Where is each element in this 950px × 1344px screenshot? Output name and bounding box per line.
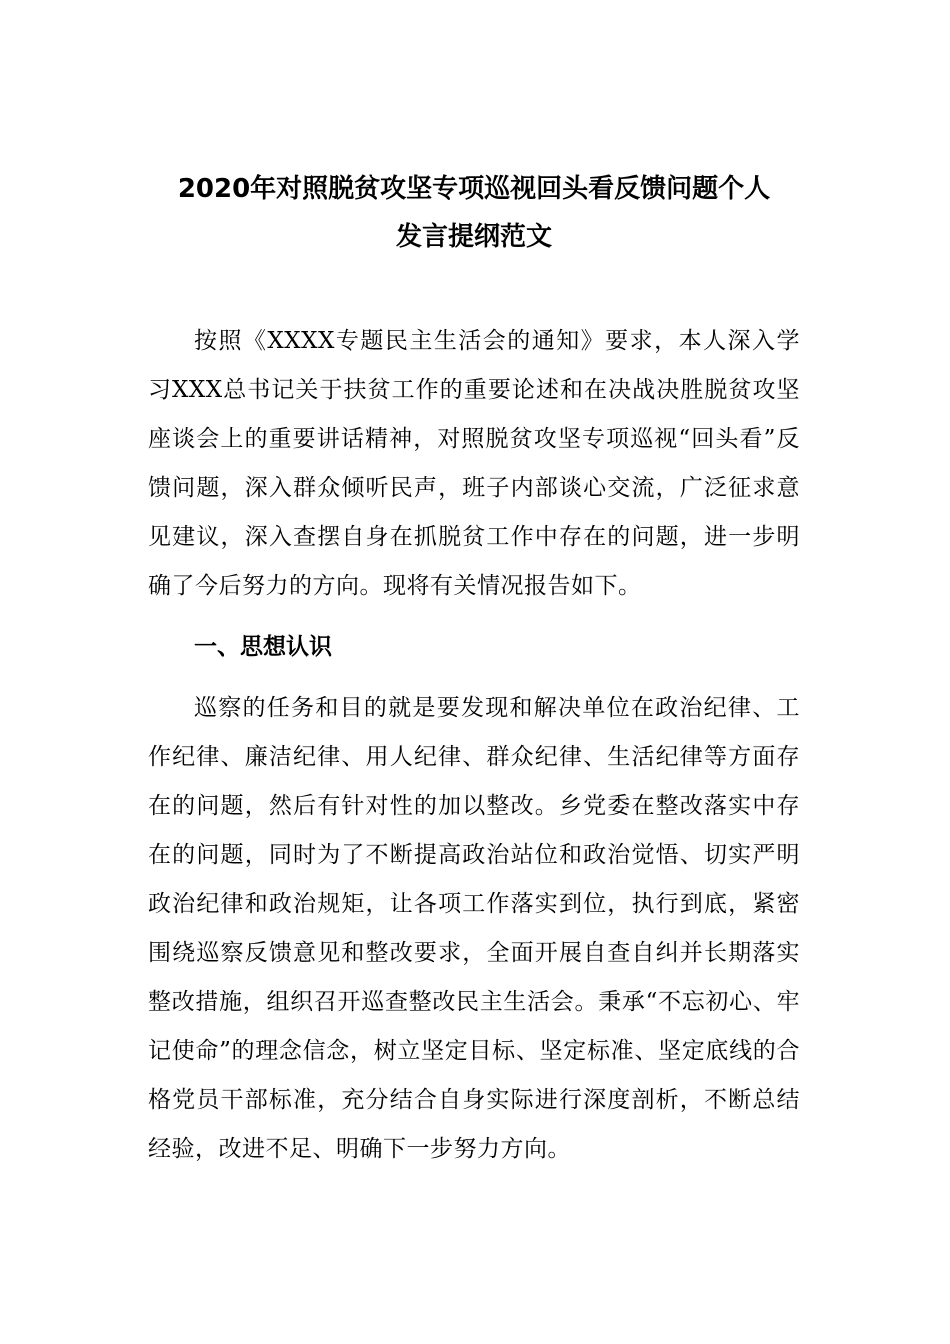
section-1-paragraph: 巡察的任务和目的就是要发现和解决单位在政治纪律、工作纪律、廉洁纪律、用人纪律、群众纪律、生活纪律等方面存在的问题，然后有针对性的加以整改。乡党委在整改落实中存在的问题，同时为了不断提高政治站位和政治觉悟、切实严明政治纪律和政治规矩，让各项工作落实到位，执行到底，紧密围绕巡察反馈意见和整改要求，全面开展自查自纠并长期落实整改措施，组织召开巡查整改民主生活会。秉承“不忘初心、牢记使命”的理念信念，树立坚定目标、坚定标准、坚定底线的合格党员干部标准，充分结合自身实际进行深度剖析，不断总结经验，改进不足、明确下一步努力方向。: [148, 695, 800, 1162]
intro-paragraph: 按照《XXXX专题民主生活会的通知》要求，本人深入学习XXX总书记关于扶贫工作的重要论述和在决战决胜脱贫攻坚座谈会上的重要讲话精神，对照脱贫攻坚专项巡视“回头看”反馈问题，深入群众倾听民声，班子内部谈心交流，广泛征求意见建议，深入查摆自身在抓脱贫工作中存在的问题，进一步明确了今后努力的方向。现将有关情况报告如下。: [148, 328, 800, 599]
section-heading-1: 一、思想认识: [194, 634, 332, 660]
title-line-2: 发言提纲范文: [395, 222, 552, 252]
document-title: [148, 165, 800, 261]
title-line-1: 2020年对照脱贫攻坚专项巡视回头看反馈问题个人: [177, 174, 771, 204]
